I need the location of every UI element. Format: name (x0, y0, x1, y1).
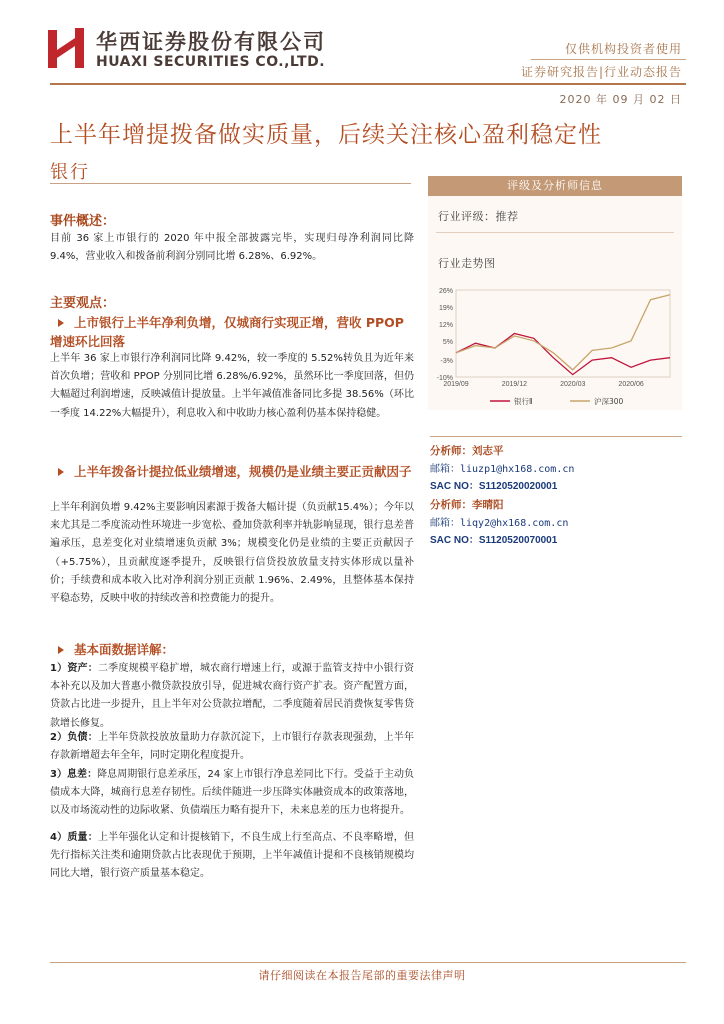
x-tick-label: 2019/12 (501, 381, 528, 388)
report-date: 2020 年 09 月 02 日 (559, 93, 682, 106)
detail-quality (50, 829, 414, 884)
detail-label: 4）质量： (50, 832, 98, 843)
detail-label: 3）息差： (50, 769, 98, 780)
report-type: 证券研究报告|行业动态报告 (520, 65, 682, 79)
y-tick-label: 12% (438, 321, 453, 329)
page-title: 上半年增提拨备做实质量，后续关注核心盈利稳定性 (50, 122, 602, 148)
analyst-2-email[interactable] (430, 514, 568, 529)
bullet-triangle-icon (58, 646, 64, 654)
trend-chart-title: 行业走势图 (438, 257, 496, 270)
detail-text: 上半年贷款投放放量助力存款沉淀下，上市银行存款表现强劲，上半年存款新增超去年全年，同时定期化程度提升。 (50, 732, 414, 762)
event-text: 目前 36 家上市银行的 2020 年中报全部披露完毕，实现归母净利润同比降 9.4%，营业收入和拨备前利润分别同比增 6.28%、6.92%。 (50, 233, 414, 263)
email-label: 邮箱： (430, 464, 460, 475)
industry-rating: 行业评级：推荐 (438, 210, 519, 223)
x-tick-label: 2020/03 (560, 381, 586, 388)
company-name-cn: 华西证券股份有限公司 (96, 30, 326, 54)
analyst-1-name: 分析师：刘志平 (430, 445, 504, 457)
rating-panel-header: 评级及分析师信息 (428, 176, 682, 196)
analyst-2-sac: SAC NO：S1120520070001 (430, 535, 558, 546)
company-name-en: HUAXI SECURITIES CO.,LTD. (96, 54, 326, 70)
y-tick-label: -10% (436, 375, 453, 382)
detail-label: 1）资产： (50, 663, 98, 674)
analyst-1-sac: SAC NO：S1120520020001 (430, 481, 558, 492)
point-2-title-text: 上半年拨备计提拉低业绩增速，规模仍是业绩主要正贡献因子 (74, 464, 412, 479)
header-rule (50, 83, 686, 85)
point-3-title (50, 640, 414, 659)
detail-text: 降息周期银行息差承压，24 家上市银行净息差同比下行。受益于主动负债成本大降，城商行息差存韧性。后续伴随进一步压降实体融资成本的政策落地，以及市场流动性的边际收紧、负债端压力略有提升下，未来息差的压力也将提升。 (50, 769, 414, 817)
point-2-text: 上半年利润负增 9.42%主要影响因素源于拨备大幅计提（负贡献15.4%）；今年以来尤其是二季度流动性环境进一步宽松、叠加贷款利率并轨影响显现，银行息差普遍承压，息差变化对业绩增速负贡献 3%；规模变化仍是业绩的主要正贡献因子（+5.75%），且贡献度逐季提升，反映银行信贷投放放量支持实体形成以量补价；手续费和成本收入比对净利润分别正贡献 1.96%、2.49%，且整体基本保持平稳态势，反映中收的持续改善和控费能力的提升。 (50, 502, 414, 605)
y-tick-label: 26% (438, 288, 453, 295)
series-line-0 (456, 334, 670, 375)
point-3-title-text: 基本面数据详解： (74, 642, 175, 657)
series-line-1 (456, 295, 670, 370)
event-heading: 事件概述： (50, 214, 116, 229)
y-tick-label: 19% (438, 304, 453, 312)
analyst-1-email[interactable] (430, 460, 574, 475)
huaxi-logo-icon (46, 26, 86, 70)
x-tick-label: 2020/06 (618, 381, 644, 388)
detail-label: 2）负债： (50, 732, 98, 743)
legend-label: 银行Ⅱ (514, 397, 533, 406)
detail-text: 二季度规模平稳扩增，城农商行增速上行，或源于监管支持中小银行资本补充以及加大普惠小微贷款投放引导，促进城农商行资产扩表。资产配置方面，贷款占比进一步提升，且上半年对公贷款拉增配，二季度随着居民消费恢复零售贷款增长修复。 (50, 663, 414, 729)
bullet-triangle-icon (58, 468, 64, 476)
legend-label: 沪深300 (594, 397, 624, 406)
email-value[interactable]: liqy2@hx168.com.cn (460, 518, 569, 529)
sector-label: 银行 (50, 162, 90, 183)
sector-divider (50, 183, 411, 184)
point-1-title-text: 上市银行上半年净利负增，仅城商行实现正增，营收 PPOP 增速环比回落 (50, 315, 404, 349)
x-tick-label: 2019/09 (443, 381, 469, 388)
chart-plot-frame (456, 290, 670, 377)
usage-note: 仅供机构投资者使用 (564, 42, 682, 56)
detail-text: 上半年强化认定和计提核销下，不良生成上行至高点、不良率略增，但先行指标关注类和逾期贷款占比表现优于预期，上半年减值计提和不良核销规模均同比大增，银行资产质量基本稳定。 (50, 832, 414, 880)
y-tick-label: -3% (440, 358, 453, 366)
chart-grid (456, 290, 670, 377)
point-2-title (50, 462, 414, 481)
rating-divider (436, 232, 674, 233)
detail-assets (50, 660, 414, 733)
industry-trend-chart (430, 280, 680, 410)
chart-legend (490, 396, 624, 406)
point-1-title (50, 313, 414, 351)
analyst-2-name: 分析师：李晴阳 (430, 499, 504, 511)
views-heading: 主要观点： (50, 296, 116, 311)
chart-y-ticks (437, 288, 453, 382)
chart-x-ticks (443, 381, 644, 388)
email-label: 邮箱： (430, 518, 460, 529)
y-tick-label: 5% (442, 338, 453, 346)
detail-liabilities (50, 729, 414, 765)
chart-series-lines (456, 295, 670, 375)
footer-disclaimer: 请仔细阅读在本报告尾部的重要法律声明 (258, 969, 466, 982)
header-divider (531, 59, 686, 60)
bullet-triangle-icon (58, 319, 64, 327)
point-1-text: 上半年 36 家上市银行净利润同比降 9.42%，较一季度的 5.52%转负且为近年来首次负增；营收和 PPOP 分别同比增 6.28%/6.92%，虽然环比一季度回落，但仍大幅超过利润增速，反映减值计提放量。上半年减值准备同比多提 38.56%（环比一季度 14.22%大幅提升），利息收入和中收助力核心盈利仍基本保持稳健。 (50, 353, 414, 419)
analyst-divider (430, 436, 682, 437)
footer-divider (50, 962, 686, 963)
detail-nim (50, 766, 414, 821)
email-value[interactable]: liuzp1@hx168.com.cn (460, 464, 575, 475)
